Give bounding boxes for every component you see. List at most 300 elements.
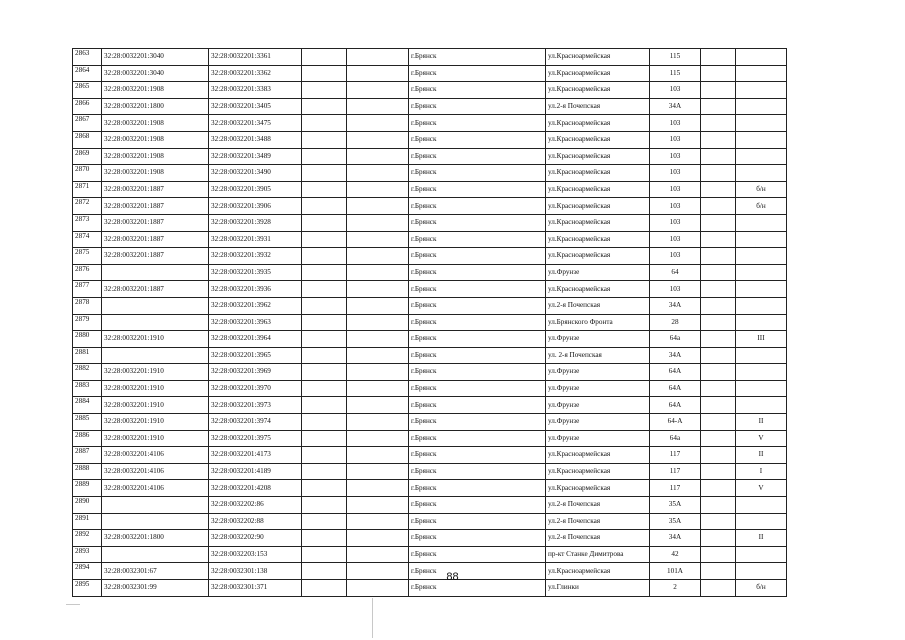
empty-cell bbox=[302, 430, 347, 447]
empty-cell bbox=[302, 331, 347, 348]
page-number: 88 bbox=[446, 571, 459, 583]
parcel-cadastral-number: 32:28:0032201:4106 bbox=[102, 463, 209, 480]
city-cell: г.Брянск bbox=[409, 231, 546, 248]
street-cell: ул.Красноармейская bbox=[546, 281, 650, 298]
house-number-cell: 117 bbox=[650, 447, 701, 464]
parcel-cadastral-number bbox=[102, 513, 209, 530]
premises-cell: II bbox=[736, 530, 787, 547]
street-cell: ул.Красноармейская bbox=[546, 115, 650, 132]
scan-artifact bbox=[66, 604, 80, 605]
parcel-cadastral-number: 32:28:0032301:67 bbox=[102, 563, 209, 580]
table-row bbox=[73, 513, 787, 530]
house-number-cell: 115 bbox=[650, 49, 701, 66]
city-cell: г.Брянск bbox=[409, 580, 546, 597]
street-cell: ул.Красноармейская bbox=[546, 181, 650, 198]
premises-cell bbox=[736, 380, 787, 397]
empty-cell bbox=[347, 49, 409, 66]
building-cadastral-number: 32:28:0032201:3936 bbox=[209, 281, 302, 298]
city-cell: г.Брянск bbox=[409, 513, 546, 530]
table-row bbox=[73, 331, 787, 348]
building-cadastral-number: 32:28:0032201:3970 bbox=[209, 380, 302, 397]
city-cell: г.Брянск bbox=[409, 165, 546, 182]
table-row bbox=[73, 297, 787, 314]
table-row bbox=[73, 347, 787, 364]
parcel-cadastral-number: 32:28:0032201:1910 bbox=[102, 414, 209, 431]
premises-cell: V bbox=[736, 480, 787, 497]
empty-cell bbox=[347, 82, 409, 99]
premises-cell bbox=[736, 115, 787, 132]
table-row bbox=[73, 248, 787, 265]
city-cell: г.Брянск bbox=[409, 248, 546, 265]
building-cadastral-number: 32:28:0032202:86 bbox=[209, 497, 302, 514]
premises-cell bbox=[736, 231, 787, 248]
premises-cell bbox=[736, 397, 787, 414]
building-cadastral-number: 32:28:0032201:3928 bbox=[209, 214, 302, 231]
building-cadastral-number: 32:28:0032201:3362 bbox=[209, 65, 302, 82]
city-cell: г.Брянск bbox=[409, 380, 546, 397]
empty-cell bbox=[347, 264, 409, 281]
table-row bbox=[73, 414, 787, 431]
row-number: 2866 bbox=[73, 98, 102, 115]
premises-cell bbox=[736, 82, 787, 99]
house-number-cell: 28 bbox=[650, 314, 701, 331]
building-cadastral-number: 32:28:0032201:3935 bbox=[209, 264, 302, 281]
row-number: 2876 bbox=[73, 264, 102, 281]
empty-cell bbox=[701, 347, 736, 364]
table-row bbox=[73, 447, 787, 464]
street-cell: ул.Фрунзе bbox=[546, 264, 650, 281]
building-cadastral-number: 32:28:0032201:3361 bbox=[209, 49, 302, 66]
empty-cell bbox=[347, 497, 409, 514]
empty-cell bbox=[302, 297, 347, 314]
empty-cell bbox=[701, 447, 736, 464]
city-cell: г.Брянск bbox=[409, 331, 546, 348]
row-number: 2893 bbox=[73, 546, 102, 563]
row-number: 2883 bbox=[73, 380, 102, 397]
parcel-cadastral-number: 32:28:0032201:1908 bbox=[102, 82, 209, 99]
row-number: 2877 bbox=[73, 281, 102, 298]
row-number: 2878 bbox=[73, 297, 102, 314]
building-cadastral-number: 32:28:0032203:153 bbox=[209, 546, 302, 563]
city-cell: г.Брянск bbox=[409, 463, 546, 480]
empty-cell bbox=[701, 248, 736, 265]
building-cadastral-number: 32:28:0032202:90 bbox=[209, 530, 302, 547]
parcel-cadastral-number bbox=[102, 264, 209, 281]
table-row bbox=[73, 497, 787, 514]
house-number-cell: 103 bbox=[650, 131, 701, 148]
building-cadastral-number: 32:28:0032201:3962 bbox=[209, 297, 302, 314]
empty-cell bbox=[302, 98, 347, 115]
parcel-cadastral-number bbox=[102, 297, 209, 314]
street-cell: ул.Фрунзе bbox=[546, 430, 650, 447]
house-number-cell: 34А bbox=[650, 297, 701, 314]
empty-cell bbox=[347, 297, 409, 314]
table-row bbox=[73, 281, 787, 298]
empty-cell bbox=[302, 364, 347, 381]
parcel-cadastral-number: 32:28:0032201:1908 bbox=[102, 131, 209, 148]
registry-table bbox=[72, 48, 787, 597]
table-row bbox=[73, 165, 787, 182]
row-number: 2891 bbox=[73, 513, 102, 530]
house-number-cell: 34А bbox=[650, 347, 701, 364]
building-cadastral-number: 32:28:0032201:3383 bbox=[209, 82, 302, 99]
table-row bbox=[73, 546, 787, 563]
row-number: 2864 bbox=[73, 65, 102, 82]
parcel-cadastral-number: 32:28:0032201:4106 bbox=[102, 447, 209, 464]
parcel-cadastral-number: 32:28:0032301:99 bbox=[102, 580, 209, 597]
empty-cell bbox=[302, 131, 347, 148]
table-row bbox=[73, 214, 787, 231]
table-row bbox=[73, 49, 787, 66]
building-cadastral-number: 32:28:0032201:3965 bbox=[209, 347, 302, 364]
premises-cell bbox=[736, 281, 787, 298]
building-cadastral-number: 32:28:0032202:88 bbox=[209, 513, 302, 530]
premises-cell bbox=[736, 546, 787, 563]
parcel-cadastral-number bbox=[102, 314, 209, 331]
house-number-cell: 103 bbox=[650, 181, 701, 198]
street-cell: ул.Красноармейская bbox=[546, 82, 650, 99]
city-cell: г.Брянск bbox=[409, 546, 546, 563]
city-cell: г.Брянск bbox=[409, 447, 546, 464]
empty-cell bbox=[347, 331, 409, 348]
premises-cell bbox=[736, 347, 787, 364]
city-cell: г.Брянск bbox=[409, 264, 546, 281]
row-number: 2882 bbox=[73, 364, 102, 381]
empty-cell bbox=[701, 49, 736, 66]
parcel-cadastral-number: 32:28:0032201:1910 bbox=[102, 430, 209, 447]
empty-cell bbox=[302, 463, 347, 480]
row-number: 2868 bbox=[73, 131, 102, 148]
table-row bbox=[73, 148, 787, 165]
row-number: 2867 bbox=[73, 115, 102, 132]
row-number: 2869 bbox=[73, 148, 102, 165]
city-cell: г.Брянск bbox=[409, 65, 546, 82]
street-cell: ул.2-я Почепская bbox=[546, 98, 650, 115]
parcel-cadastral-number bbox=[102, 347, 209, 364]
street-cell: ул.Брянского Фронта bbox=[546, 314, 650, 331]
row-number: 2889 bbox=[73, 480, 102, 497]
empty-cell bbox=[347, 214, 409, 231]
city-cell: г.Брянск bbox=[409, 530, 546, 547]
empty-cell bbox=[302, 214, 347, 231]
city-cell: г.Брянск bbox=[409, 198, 546, 215]
premises-cell: II bbox=[736, 447, 787, 464]
row-number: 2875 bbox=[73, 248, 102, 265]
city-cell: г.Брянск bbox=[409, 131, 546, 148]
street-cell: ул.Красноармейская bbox=[546, 447, 650, 464]
premises-cell: б/н bbox=[736, 181, 787, 198]
row-number: 2865 bbox=[73, 82, 102, 99]
table-row bbox=[73, 430, 787, 447]
empty-cell bbox=[701, 82, 736, 99]
street-cell: ул.Фрунзе bbox=[546, 364, 650, 381]
empty-cell bbox=[347, 281, 409, 298]
city-cell: г.Брянск bbox=[409, 214, 546, 231]
row-number: 2879 bbox=[73, 314, 102, 331]
empty-cell bbox=[701, 181, 736, 198]
house-number-cell: 103 bbox=[650, 165, 701, 182]
row-number: 2890 bbox=[73, 497, 102, 514]
house-number-cell: 64-А bbox=[650, 414, 701, 431]
premises-cell bbox=[736, 148, 787, 165]
empty-cell bbox=[347, 198, 409, 215]
empty-cell bbox=[302, 281, 347, 298]
premises-cell bbox=[736, 314, 787, 331]
street-cell: ул.Красноармейская bbox=[546, 214, 650, 231]
row-number: 2884 bbox=[73, 397, 102, 414]
table-row bbox=[73, 65, 787, 82]
city-cell: г.Брянск bbox=[409, 364, 546, 381]
house-number-cell: 64а bbox=[650, 331, 701, 348]
empty-cell bbox=[302, 165, 347, 182]
city-cell: г.Брянск bbox=[409, 430, 546, 447]
empty-cell bbox=[347, 231, 409, 248]
row-number: 2873 bbox=[73, 214, 102, 231]
empty-cell bbox=[701, 364, 736, 381]
house-number-cell: 103 bbox=[650, 214, 701, 231]
row-number: 2872 bbox=[73, 198, 102, 215]
row-number: 2888 bbox=[73, 463, 102, 480]
table-row bbox=[73, 181, 787, 198]
row-number: 2874 bbox=[73, 231, 102, 248]
empty-cell bbox=[701, 297, 736, 314]
premises-cell bbox=[736, 98, 787, 115]
empty-cell bbox=[302, 447, 347, 464]
table-row bbox=[73, 530, 787, 547]
empty-cell bbox=[701, 497, 736, 514]
row-number: 2880 bbox=[73, 331, 102, 348]
table-row bbox=[73, 397, 787, 414]
house-number-cell: 103 bbox=[650, 231, 701, 248]
city-cell: г.Брянск bbox=[409, 49, 546, 66]
table-row bbox=[73, 314, 787, 331]
empty-cell bbox=[302, 49, 347, 66]
parcel-cadastral-number: 32:28:0032201:1800 bbox=[102, 530, 209, 547]
city-cell: г.Брянск bbox=[409, 98, 546, 115]
empty-cell bbox=[701, 231, 736, 248]
empty-cell bbox=[302, 397, 347, 414]
parcel-cadastral-number: 32:28:0032201:1887 bbox=[102, 281, 209, 298]
house-number-cell: 64А bbox=[650, 380, 701, 397]
row-number: 2870 bbox=[73, 165, 102, 182]
empty-cell bbox=[302, 546, 347, 563]
parcel-cadastral-number: 32:28:0032201:1887 bbox=[102, 231, 209, 248]
empty-cell bbox=[347, 414, 409, 431]
empty-cell bbox=[302, 414, 347, 431]
building-cadastral-number: 32:28:0032201:3975 bbox=[209, 430, 302, 447]
building-cadastral-number: 32:28:0032201:4189 bbox=[209, 463, 302, 480]
city-cell: г.Брянск bbox=[409, 497, 546, 514]
table-row bbox=[73, 380, 787, 397]
table-row bbox=[73, 115, 787, 132]
table-row bbox=[73, 198, 787, 215]
building-cadastral-number: 32:28:0032201:3931 bbox=[209, 231, 302, 248]
city-cell: г.Брянск bbox=[409, 281, 546, 298]
premises-cell bbox=[736, 49, 787, 66]
empty-cell bbox=[347, 181, 409, 198]
house-number-cell: 115 bbox=[650, 65, 701, 82]
street-cell: ул.Красноармейская bbox=[546, 463, 650, 480]
empty-cell bbox=[701, 463, 736, 480]
premises-cell: II bbox=[736, 414, 787, 431]
building-cadastral-number: 32:28:0032201:3405 bbox=[209, 98, 302, 115]
house-number-cell: 34А bbox=[650, 98, 701, 115]
house-number-cell: 34А bbox=[650, 530, 701, 547]
building-cadastral-number: 32:28:0032301:138 bbox=[209, 563, 302, 580]
empty-cell bbox=[701, 397, 736, 414]
table-row bbox=[73, 82, 787, 99]
empty-cell bbox=[302, 248, 347, 265]
empty-cell bbox=[347, 380, 409, 397]
street-cell: ул.Фрунзе bbox=[546, 331, 650, 348]
house-number-cell: 42 bbox=[650, 546, 701, 563]
premises-cell: б/н bbox=[736, 198, 787, 215]
building-cadastral-number: 32:28:0032201:3973 bbox=[209, 397, 302, 414]
table-row bbox=[73, 98, 787, 115]
building-cadastral-number: 32:28:0032201:3932 bbox=[209, 248, 302, 265]
empty-cell bbox=[302, 264, 347, 281]
parcel-cadastral-number: 32:28:0032201:1910 bbox=[102, 397, 209, 414]
row-number: 2892 bbox=[73, 530, 102, 547]
empty-cell bbox=[347, 397, 409, 414]
empty-cell bbox=[701, 131, 736, 148]
empty-cell bbox=[347, 131, 409, 148]
city-cell: г.Брянск bbox=[409, 480, 546, 497]
empty-cell bbox=[302, 65, 347, 82]
table-row bbox=[73, 480, 787, 497]
building-cadastral-number: 32:28:0032201:3974 bbox=[209, 414, 302, 431]
premises-cell bbox=[736, 497, 787, 514]
empty-cell bbox=[701, 480, 736, 497]
row-number: 2894 bbox=[73, 563, 102, 580]
empty-cell bbox=[347, 430, 409, 447]
empty-cell bbox=[302, 181, 347, 198]
building-cadastral-number: 32:28:0032201:3475 bbox=[209, 115, 302, 132]
house-number-cell: 64а bbox=[650, 430, 701, 447]
premises-cell bbox=[736, 131, 787, 148]
house-number-cell: 103 bbox=[650, 82, 701, 99]
empty-cell bbox=[302, 347, 347, 364]
empty-cell bbox=[701, 214, 736, 231]
empty-cell bbox=[302, 231, 347, 248]
empty-cell bbox=[347, 98, 409, 115]
empty-cell bbox=[701, 314, 736, 331]
street-cell: ул.2-я Почепская bbox=[546, 297, 650, 314]
empty-cell bbox=[302, 497, 347, 514]
parcel-cadastral-number bbox=[102, 497, 209, 514]
house-number-cell: 35А bbox=[650, 497, 701, 514]
building-cadastral-number: 32:28:0032201:3969 bbox=[209, 364, 302, 381]
building-cadastral-number: 32:28:0032201:3488 bbox=[209, 131, 302, 148]
parcel-cadastral-number: 32:28:0032201:3040 bbox=[102, 49, 209, 66]
street-cell: ул.Красноармейская bbox=[546, 165, 650, 182]
street-cell: ул.Фрунзе bbox=[546, 380, 650, 397]
street-cell: ул.Фрунзе bbox=[546, 397, 650, 414]
street-cell: ул.Красноармейская bbox=[546, 198, 650, 215]
house-number-cell: 2 bbox=[650, 580, 701, 597]
street-cell: ул.Красноармейская bbox=[546, 148, 650, 165]
empty-cell bbox=[302, 513, 347, 530]
city-cell: г.Брянск bbox=[409, 181, 546, 198]
street-cell: ул.Красноармейская bbox=[546, 248, 650, 265]
empty-cell bbox=[302, 380, 347, 397]
house-number-cell: 64А bbox=[650, 364, 701, 381]
parcel-cadastral-number: 32:28:0032201:4106 bbox=[102, 480, 209, 497]
empty-cell bbox=[701, 380, 736, 397]
house-number-cell: 117 bbox=[650, 480, 701, 497]
street-cell: ул. 2-я Почепская bbox=[546, 347, 650, 364]
building-cadastral-number: 32:28:0032201:3964 bbox=[209, 331, 302, 348]
street-cell: ул.Красноармейская bbox=[546, 563, 650, 580]
premises-cell bbox=[736, 364, 787, 381]
house-number-cell: 103 bbox=[650, 148, 701, 165]
empty-cell bbox=[347, 364, 409, 381]
empty-cell bbox=[347, 165, 409, 182]
empty-cell bbox=[347, 148, 409, 165]
house-number-cell: 103 bbox=[650, 198, 701, 215]
premises-cell bbox=[736, 65, 787, 82]
city-cell: г.Брянск bbox=[409, 397, 546, 414]
empty-cell bbox=[701, 115, 736, 132]
street-cell: ул.Фрунзе bbox=[546, 414, 650, 431]
parcel-cadastral-number: 32:28:0032201:1887 bbox=[102, 214, 209, 231]
row-number: 2863 bbox=[73, 49, 102, 66]
house-number-cell: 103 bbox=[650, 281, 701, 298]
parcel-cadastral-number: 32:28:0032201:1800 bbox=[102, 98, 209, 115]
parcel-cadastral-number: 32:28:0032201:1887 bbox=[102, 181, 209, 198]
row-number: 2887 bbox=[73, 447, 102, 464]
empty-cell bbox=[302, 82, 347, 99]
empty-cell bbox=[701, 65, 736, 82]
city-cell: г.Брянск bbox=[409, 115, 546, 132]
row-number: 2886 bbox=[73, 430, 102, 447]
empty-cell bbox=[347, 65, 409, 82]
street-cell: пр-кт Станке Димитрова bbox=[546, 546, 650, 563]
premises-cell: V bbox=[736, 430, 787, 447]
building-cadastral-number: 32:28:0032301:371 bbox=[209, 580, 302, 597]
premises-cell: III bbox=[736, 331, 787, 348]
street-cell: ул.Красноармейская bbox=[546, 49, 650, 66]
empty-cell bbox=[701, 264, 736, 281]
scan-artifact bbox=[372, 598, 373, 638]
street-cell: ул.Красноармейская bbox=[546, 131, 650, 148]
premises-cell bbox=[736, 248, 787, 265]
parcel-cadastral-number: 32:28:0032201:3040 bbox=[102, 65, 209, 82]
street-cell: ул.Красноармейская bbox=[546, 231, 650, 248]
premises-cell bbox=[736, 214, 787, 231]
empty-cell bbox=[347, 248, 409, 265]
parcel-cadastral-number bbox=[102, 546, 209, 563]
table-row bbox=[73, 131, 787, 148]
row-number: 2871 bbox=[73, 181, 102, 198]
street-cell: ул.Красноармейская bbox=[546, 65, 650, 82]
parcel-cadastral-number: 32:28:0032201:1910 bbox=[102, 364, 209, 381]
building-cadastral-number: 32:28:0032201:3963 bbox=[209, 314, 302, 331]
house-number-cell: 35А bbox=[650, 513, 701, 530]
table-row bbox=[73, 264, 787, 281]
empty-cell bbox=[701, 281, 736, 298]
parcel-cadastral-number: 32:28:0032201:1908 bbox=[102, 148, 209, 165]
empty-cell bbox=[701, 165, 736, 182]
empty-cell bbox=[701, 546, 736, 563]
empty-cell bbox=[347, 463, 409, 480]
city-cell: г.Брянск bbox=[409, 563, 546, 580]
empty-cell bbox=[347, 546, 409, 563]
city-cell: г.Брянск bbox=[409, 82, 546, 99]
street-cell: ул.Красноармейская bbox=[546, 480, 650, 497]
empty-cell bbox=[701, 331, 736, 348]
parcel-cadastral-number: 32:28:0032201:1910 bbox=[102, 331, 209, 348]
